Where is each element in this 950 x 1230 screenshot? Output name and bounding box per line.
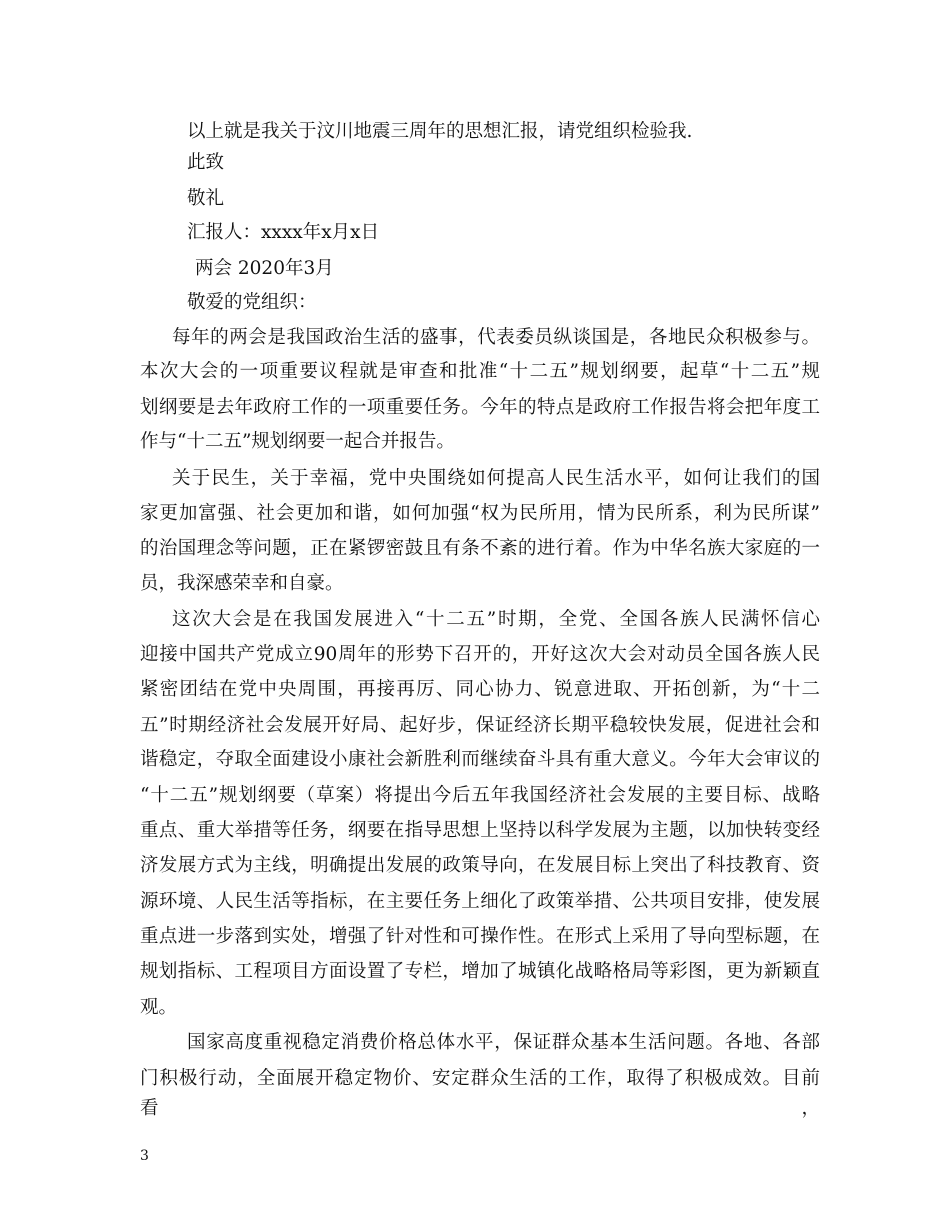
document-title: 两会 2020年3月 — [195, 258, 334, 279]
paragraph-line: 五”时期经济社会发展开好局、起好步，保证经济长期平稳较快发展，促进社会和 — [140, 715, 820, 736]
paragraph-line: 国家高度重视稳定消费价格总体水平，保证群众基本生活问题。各地、各部 — [187, 1032, 820, 1053]
paragraph-line: 每年的两会是我国政治生活的盛事，代表委员纵谈国是，各地民众积极参与。 — [172, 327, 820, 348]
closing-line: 以上就是我关于汶川地震三周年的思想汇报，请党组织检验我. — [187, 121, 693, 142]
paragraph-line: “十二五”规划纲要（草案）将提出今后五年我国经济社会发展的主要目标、战略 — [140, 785, 820, 806]
paragraph-line: 谐稳定，夺取全面建设小康社会新胜利而继续奋斗具有重大意义。今年大会审议的 — [140, 749, 820, 770]
paragraph-line: 紧密团结在党中央周围，再接再厉、同心协力、锐意进取、开拓创新，为“十二 — [140, 679, 820, 700]
paragraph-line: 这次大会是在我国发展进入“十二五”时期，全党、全国各族人民满怀信心 — [172, 609, 820, 630]
paragraph-line: 的治国理念等问题，正在紧锣密鼓且有条不紊的进行着。作为中华名族大家庭的一 — [140, 538, 820, 559]
greeting: 敬爱的党组织： — [187, 292, 317, 313]
salutation-jingli: 敬礼 — [187, 188, 225, 209]
paragraph-line: 本次大会的一项重要议程就是审查和批准“十二五”规划纲要，起草“十二五”规 — [140, 361, 820, 382]
page-number: 3 — [140, 1148, 149, 1164]
paragraph-line: 家更加富强、社会更加和谐，如何加强“权为民所用，情为民所系，利为民所谋” — [140, 503, 820, 524]
paragraph-line: 重点进一步落到实处，增强了针对性和可操作性。在形式上采用了导向型标题，在 — [140, 926, 820, 947]
paragraph-line: 门积极行动，全面展开稳定物价、安定群众生活的工作，取得了积极成效。目前看， — [140, 1068, 820, 1119]
paragraph-line: 员，我深感荣幸和自豪。 — [140, 573, 344, 594]
paragraph-line: 关于民生，关于幸福，党中央围绕如何提高人民生活水平，如何让我们的国 — [172, 468, 820, 489]
reporter-date: 汇报人：xxxx年x月x日 — [187, 222, 380, 243]
paragraph-line: 迎接中国共产党成立90周年的形势下召开的，开好这次大会对动员全国各族人民 — [140, 644, 820, 665]
paragraph-line: 划纲要是去年政府工作的一项重要任务。今年的特点是政府工作报告将会把年度工 — [140, 397, 820, 418]
paragraph-line: 规划指标、工程项目方面设置了专栏，增加了城镇化战略格局等彩图，更为新颖直 — [140, 961, 820, 982]
paragraph-line: 观。 — [140, 997, 178, 1018]
salutation-cizhi: 此致 — [187, 152, 225, 173]
paragraph-line: 作与“十二五”规划纲要一起合并报告。 — [140, 431, 455, 452]
paragraph-line: 济发展方式为主线，明确提出发展的政策导向，在发展目标上突出了科技教育、资 — [140, 855, 820, 876]
paragraph-line: 源环境、人民生活等指标，在主要任务上细化了政策举措、公共项目安排，使发展 — [140, 891, 820, 912]
paragraph-line: 重点、重大举措等任务，纲要在指导思想上坚持以科学发展为主题，以加快转变经 — [140, 820, 820, 841]
